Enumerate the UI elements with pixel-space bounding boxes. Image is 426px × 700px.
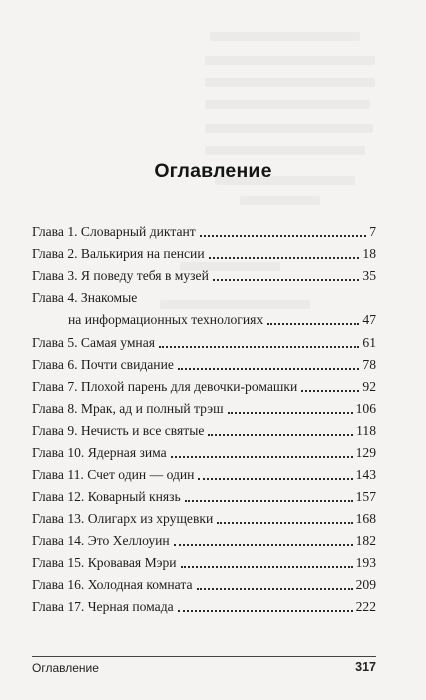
dot-leader: [213, 279, 360, 281]
dot-leader: [197, 588, 353, 590]
toc-entry-title: на информационных технологиях: [68, 312, 264, 327]
page-footer: [32, 656, 376, 675]
toc-line: [32, 555, 376, 571]
toc-entry-page-number: 157: [355, 488, 376, 504]
toc-entry-title: Глава 3. Я поведу тебя в музей: [32, 268, 209, 283]
dot-leader: [185, 500, 353, 502]
toc-entry-page-number: 106: [355, 400, 376, 416]
toc-entry: [32, 489, 376, 505]
toc-entry: [32, 379, 376, 395]
toc-entry-title: Глава 10. Ядерная зима: [32, 444, 167, 460]
toc-entry-title: Глава 15. Кровавая Мэри: [32, 554, 177, 570]
dot-leader: [198, 478, 352, 480]
dot-leader: [171, 456, 353, 458]
toc-entry: [32, 290, 376, 328]
toc-entry-page-number: 182: [355, 532, 376, 548]
toc-line: [32, 445, 376, 461]
toc-entry: [32, 246, 376, 262]
toc-entry-title: Глава 9. Нечисть и все святые: [32, 422, 205, 438]
running-footer-title: Оглавление: [32, 661, 99, 675]
toc-entry-title: Глава 14. Это Хеллоуин: [32, 532, 170, 548]
dot-leader: [181, 566, 353, 568]
dot-leader: [301, 390, 359, 392]
toc-entry-page-number: 143: [355, 466, 376, 482]
dot-leader: [200, 235, 367, 237]
toc-entry: [32, 423, 376, 439]
toc-entry: [32, 268, 376, 284]
toc-entry-title: Глава 12. Коварный князь: [32, 488, 181, 504]
toc-entry-page-number: 7: [369, 224, 376, 239]
toc-line: [32, 290, 376, 306]
toc-entry-page-number: 18: [362, 246, 376, 261]
dot-leader: [174, 544, 353, 546]
toc-entry-title: Глава 16. Холодная комната: [32, 576, 193, 592]
toc-line: [32, 467, 376, 483]
toc-entry-title: Глава 1. Словарный диктант: [32, 224, 196, 239]
toc-entry: [32, 401, 376, 417]
toc-entry: [32, 511, 376, 527]
toc-line: [32, 423, 376, 439]
toc-entry: [32, 335, 376, 351]
dot-leader: [267, 323, 359, 325]
toc-entry-title: Глава 5. Самая умная: [32, 334, 155, 350]
toc-entry-page-number: 118: [356, 422, 376, 438]
toc-line: [32, 224, 376, 240]
toc-line: [32, 533, 376, 549]
dot-leader: [208, 434, 353, 436]
toc-entry-page-number: 209: [355, 576, 376, 592]
toc-line: [32, 599, 376, 615]
toc-line: [32, 511, 376, 527]
toc-entry-title: Глава 4. Знакомые: [32, 290, 138, 305]
page-title: Оглавление: [154, 160, 272, 182]
toc-entry-title: Глава 6. Почти свидание: [32, 356, 174, 372]
toc-entry-page-number: 78: [362, 356, 376, 372]
toc-entry-page-number: 193: [355, 554, 376, 570]
toc-line: [32, 335, 376, 351]
toc-entry-title: Глава 2. Валькирия на пенсии: [32, 246, 205, 261]
toc-entry-page-number: 61: [362, 334, 376, 350]
toc-entry-page-number: 168: [355, 510, 376, 526]
toc-entry: [32, 224, 376, 240]
toc-entry-page-number: 35: [362, 268, 376, 283]
toc-entry: [32, 533, 376, 549]
dot-leader: [228, 412, 353, 414]
dot-leader: [178, 610, 353, 612]
toc-entry: [32, 467, 376, 483]
dot-leader: [178, 368, 360, 370]
toc-line: [32, 489, 376, 505]
toc-entry-title: Глава 17. Черная помада: [32, 598, 174, 614]
toc-entry: [32, 577, 376, 593]
toc-line: [32, 379, 376, 395]
page-number: 317: [355, 660, 376, 674]
dot-leader: [209, 257, 360, 259]
toc-line: [32, 312, 376, 328]
toc-entry-title: Глава 13. Олигарх из хрущевки: [32, 510, 214, 526]
toc-line: [32, 357, 376, 373]
toc-entry-page-number: 129: [355, 444, 376, 460]
toc-entry: [32, 445, 376, 461]
toc-entry-page-number: 92: [362, 378, 376, 394]
dot-leader: [159, 346, 359, 348]
toc-line: [32, 268, 376, 284]
toc-entry: [32, 555, 376, 571]
toc-line: [32, 577, 376, 593]
dot-leader: [217, 522, 352, 524]
toc-entry-page-number: 47: [362, 312, 376, 327]
toc-entry-page-number: 222: [355, 598, 376, 614]
toc-entry-title: Глава 11. Счет один — один: [32, 466, 195, 482]
toc-line: [32, 401, 376, 417]
toc-entry-title: Глава 8. Мрак, ад и полный трэш: [32, 400, 224, 416]
toc-entry: [32, 599, 376, 615]
toc-entry-title: Глава 7. Плохой парень для девочки-ромашки: [32, 378, 298, 394]
toc-line: [32, 246, 376, 262]
toc-entry: [32, 357, 376, 373]
